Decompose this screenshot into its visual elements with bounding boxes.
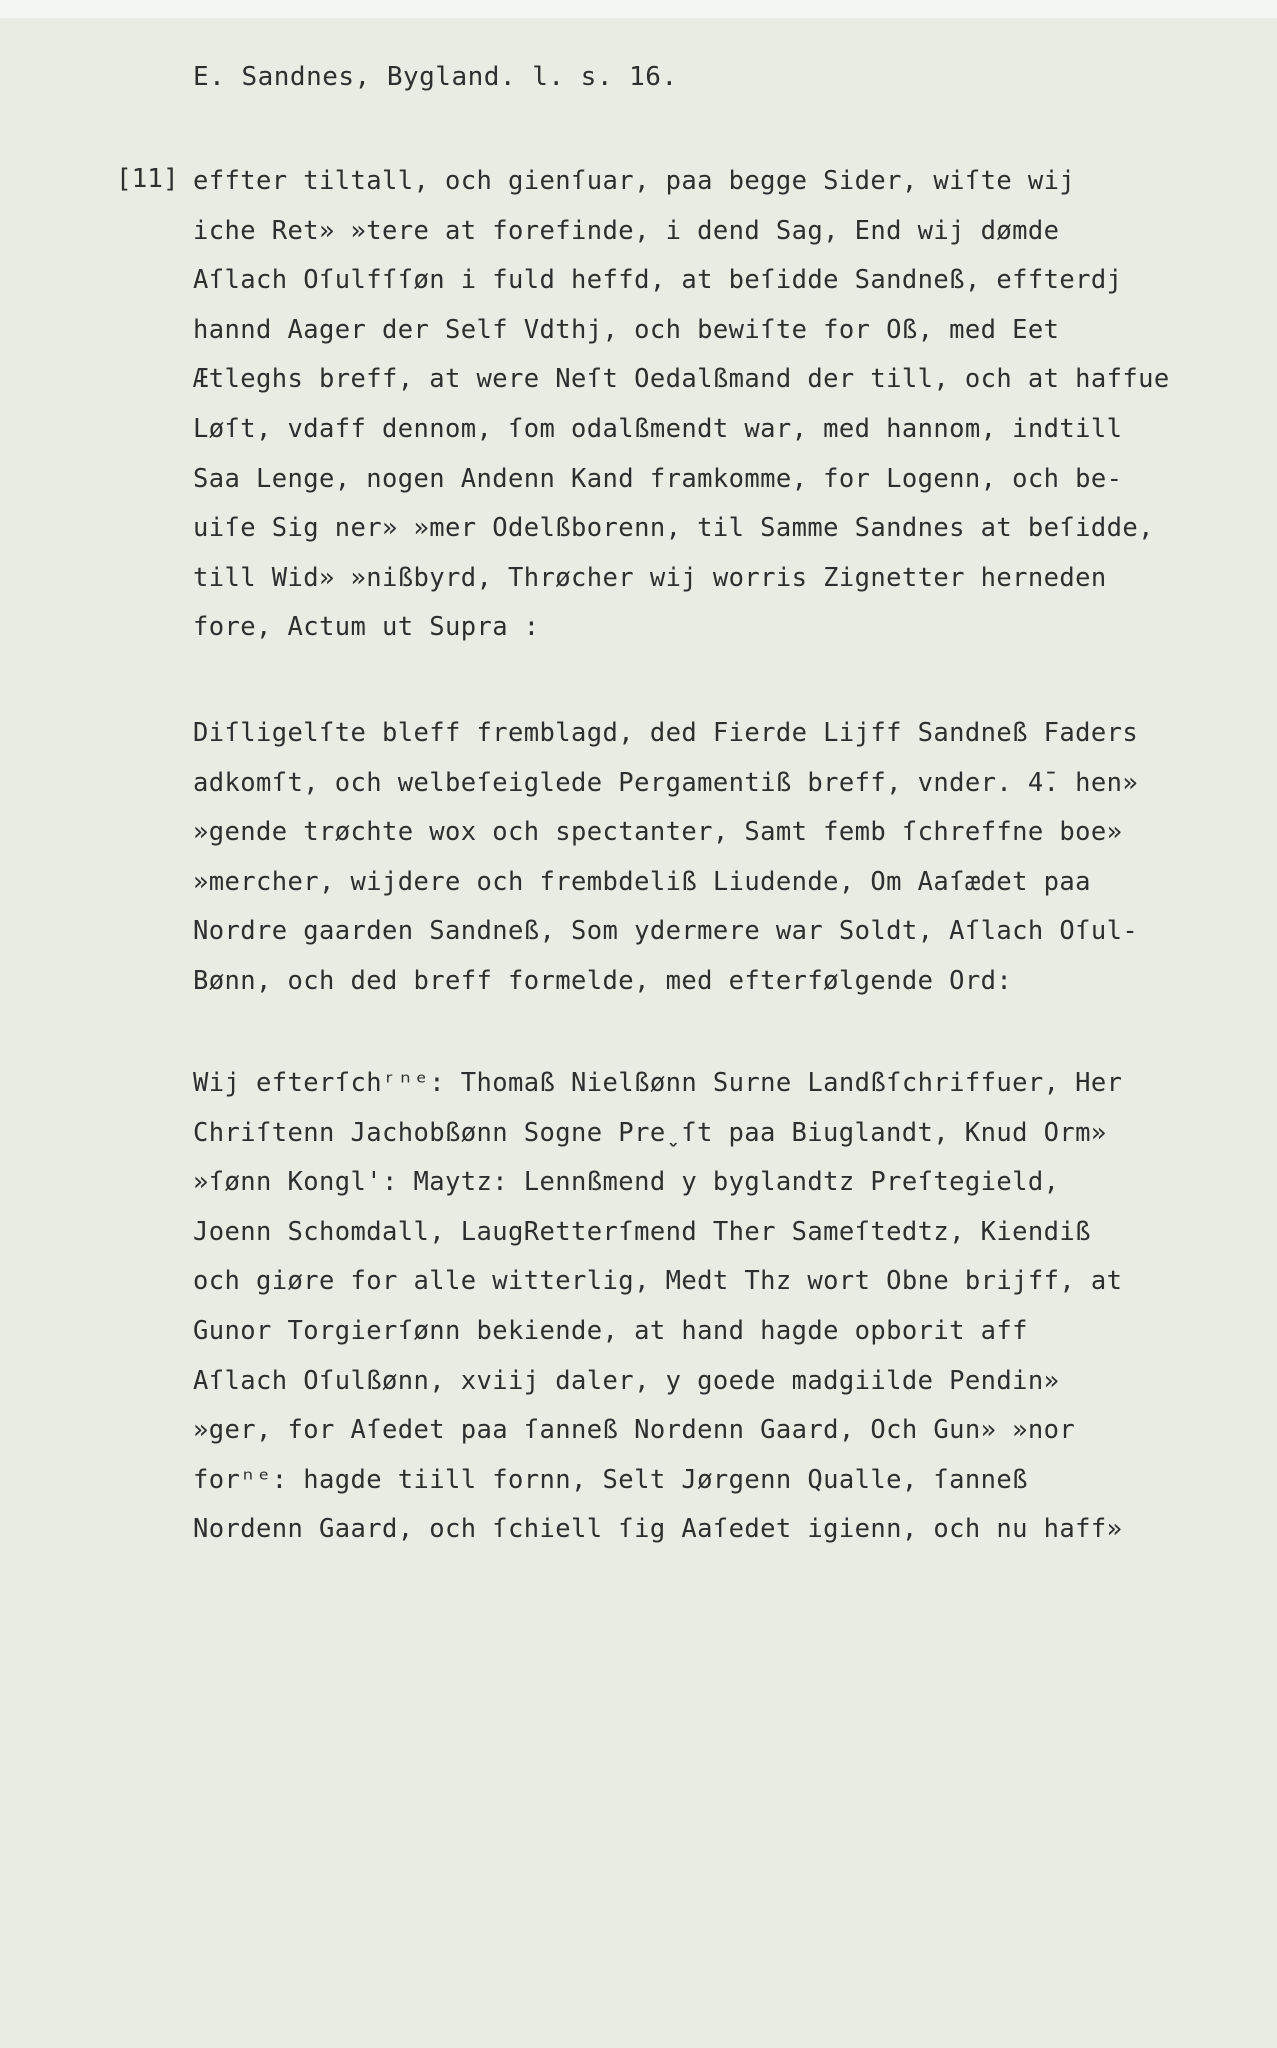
paragraph-1: [193, 157, 1170, 653]
text-line: Nordenn Gaard, och ſchiell ſig Aaſedet igienn, och nu haff»: [193, 1514, 1123, 1545]
text-line: Diſligelſte bleff fremblagd, ded Fierde Lijff Sandneß Faders: [193, 718, 1139, 748]
text-line: Chriſtenn Jachobßønn Sogne Preˬſt paa Biuglandt, Knud Orm»: [193, 1117, 1107, 1148]
text-line: Nordre gaarden Sandneß, Som ydermere war Soldt, Aſlach Oſul-: [193, 916, 1139, 947]
text-line: till Wid» »nißbyrd, Thrøcher wij worris Zignetter herneden: [193, 562, 1107, 593]
text-line: adkomſt, och welbeſeiglede Pergamentiß breff, vnder. 4̄. hen»: [193, 767, 1139, 798]
text-line: Bønn, och ded breff formelde, med efterfølgende Ord:: [193, 965, 1013, 996]
text-line: Wij efterſchʳⁿᵉ: Thomaß Nielßønn Surne Landßſchriffuer, Her: [193, 1068, 1123, 1098]
document-header: E. Sandnes, Bygland. l. s. 16.: [193, 62, 678, 92]
text-line: »ger, for Aſedet paa ſanneß Nordenn Gaard, Och Gun» »nor: [193, 1415, 1076, 1446]
text-line: Ætleghs breff, at were Neſt Oedalßmand der till, och at haffue: [193, 364, 1170, 395]
text-line: hannd Aager der Self Vdthj, och bewiſte for Oß, med Eet: [193, 314, 1060, 345]
section-marker: [11]: [116, 164, 179, 194]
text-line: Aſlach Oſulfſſøn i fuld heffd, at beſidde Sandneß, effterdj: [193, 265, 1123, 296]
text-line: och giøre for alle witterlig, Medt Thz wort Obne brijff, at: [193, 1266, 1123, 1297]
text-line: effter tiltall, och gienſuar, paa begge Sider, wiſte wij: [193, 166, 1076, 196]
text-line: »mercher, wijdere och frembdeliß Liudende, Om Aaſædet paa: [193, 866, 1091, 897]
text-line: Aſlach Oſulßønn, xviij daler, y goede madgiilde Pendin»: [193, 1365, 1060, 1396]
paragraph-3: [193, 1059, 1133, 1555]
text-line: Løſt, vdaff dennom, ſom odalßmendt war, med hannom, indtill: [193, 413, 1123, 444]
text-line: »ſønn Kongl': Maytz: Lennßmend y byglandtz Preſtegield,: [193, 1167, 1060, 1198]
paragraph-2: [193, 709, 1139, 1007]
text-line: Saa Lenge, nogen Andenn Kand framkomme, for Logenn, och be-: [193, 463, 1123, 494]
text-line: iche Ret» »tere at forefinde, i dend Sag, End wij dømde: [193, 215, 1060, 246]
text-line: fore, Actum ut Supra :: [193, 612, 540, 643]
text-line: »gende trøchte wox och spectanter, Samt femb ſchreffne boe»: [193, 817, 1123, 848]
text-line: Gunor Torgierſønn bekiende, at hand hagde opborit aff: [193, 1315, 1028, 1346]
text-line: forⁿᵉ: hagde tiill fornn, Selt Jørgenn Qualle, ſanneß: [193, 1464, 1028, 1495]
text-line: Joenn Schomdall, LaugRetterſmend Ther Sameſtedtz, Kiendiß: [193, 1216, 1091, 1247]
text-line: uiſe Sig ner» »mer Odelßborenn, til Samme Sandnes at beſidde,: [193, 513, 1154, 544]
page-top-edge: [0, 0, 1277, 18]
